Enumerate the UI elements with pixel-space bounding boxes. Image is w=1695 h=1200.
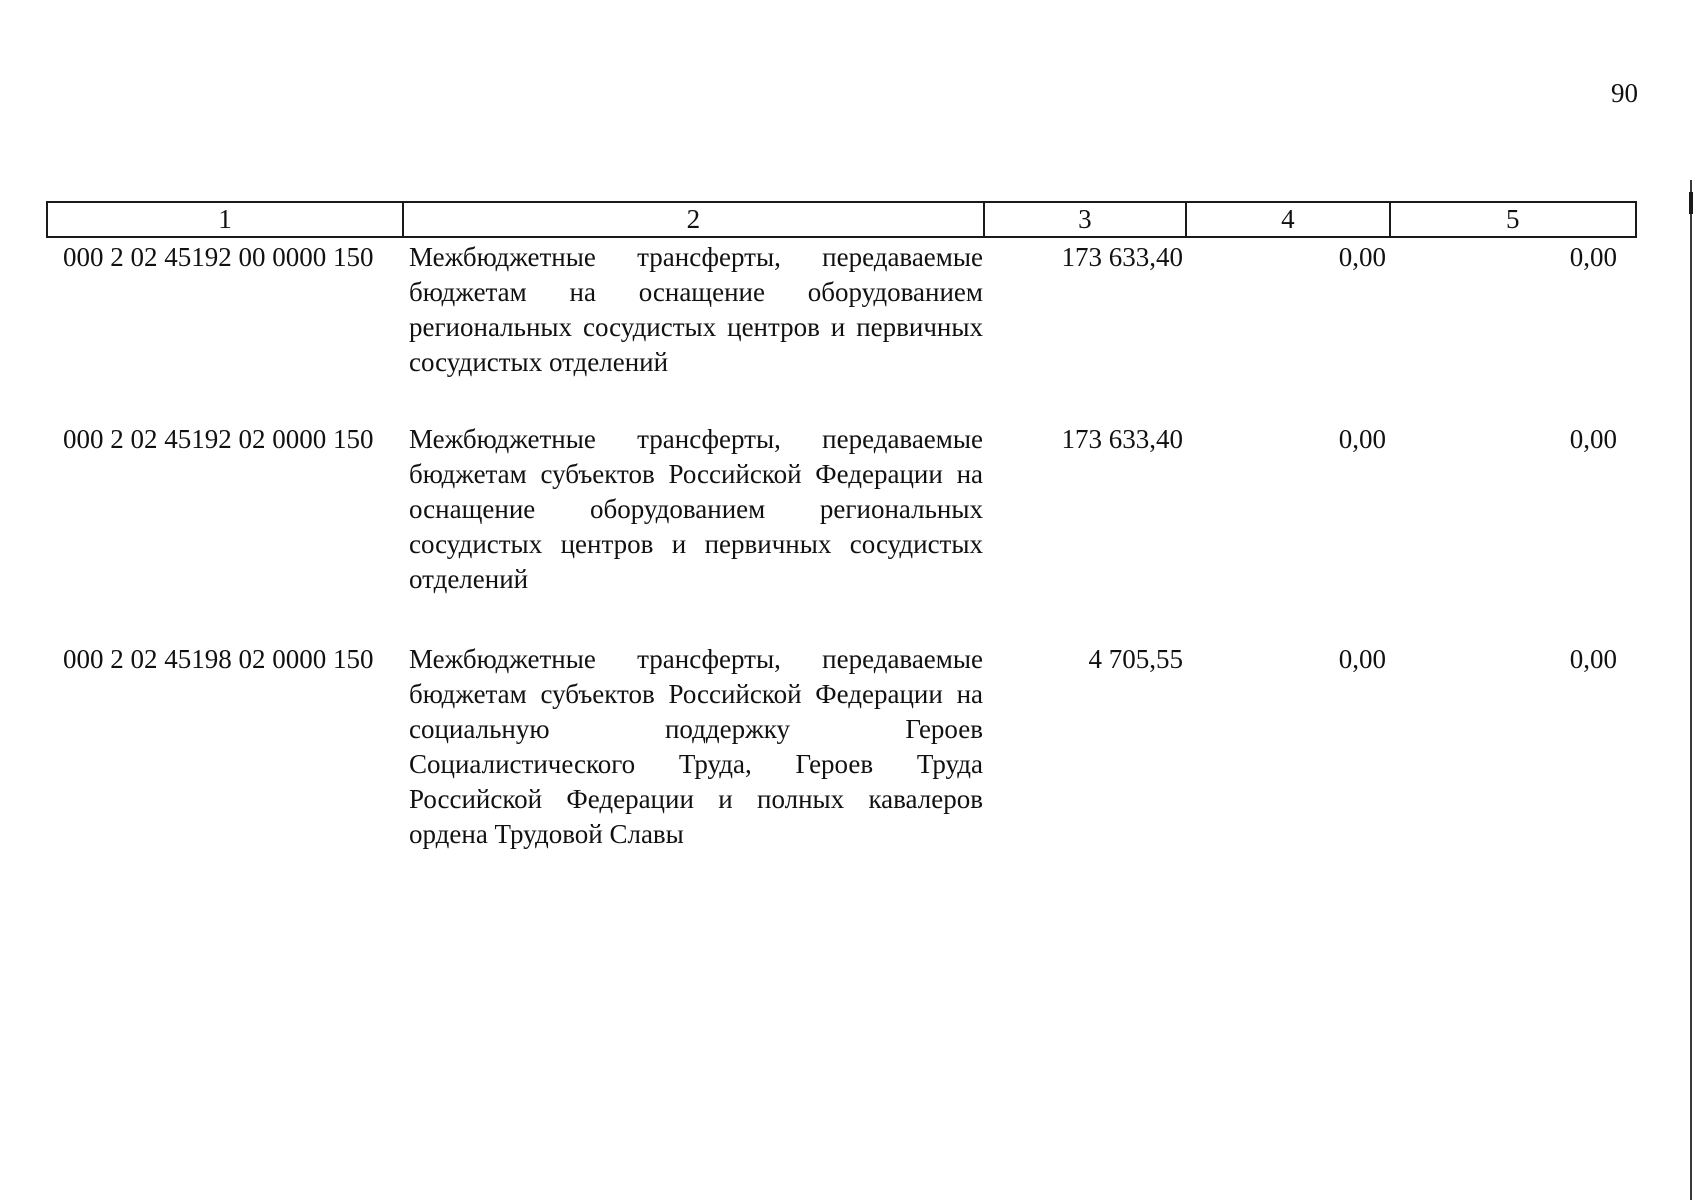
budget-code: 000 2 02 45192 02 0000 150 xyxy=(63,424,374,454)
amount-col-3: 4 705,55 xyxy=(1088,644,1183,674)
budget-description: Межбюджетные трансферты, передаваемые бюджетам на оснащение оборудованием региональных сосудистых центров и первичных сосудистых отделений xyxy=(409,242,983,377)
table-header-row xyxy=(46,201,1637,238)
table-header-cell-2: 2 xyxy=(404,203,985,236)
scan-edge-mark xyxy=(1689,192,1693,214)
table-header-cell-4: 4 xyxy=(1187,203,1390,236)
table-row xyxy=(46,422,1637,642)
budget-description: Межбюджетные трансферты, передаваемые бюджетам субъектов Российской Федерации на оснащение оборудованием региональных сосудистых центров и первичных сосудистых отделений xyxy=(409,424,983,594)
budget-description: Межбюджетные трансферты, передаваемые бюджетам субъектов Российской Федерации на социальную поддержку Героев Социалистического Труда, Героев Труда Российской Федерации и полных кавалеров ордена Трудовой Славы xyxy=(409,644,983,849)
amount-col-5: 0,00 xyxy=(1569,644,1617,674)
scan-edge-line xyxy=(1690,180,1692,1200)
amount-col-3: 173 633,40 xyxy=(1061,242,1183,272)
amount-col-4: 0,00 xyxy=(1338,424,1386,454)
amount-col-3: 173 633,40 xyxy=(1061,424,1183,454)
table-body xyxy=(46,240,1637,852)
amount-col-4: 0,00 xyxy=(1338,644,1386,674)
table-row xyxy=(46,240,1637,422)
budget-code: 000 2 02 45198 02 0000 150 xyxy=(63,644,374,674)
amount-col-4: 0,00 xyxy=(1338,242,1386,272)
table-row xyxy=(46,642,1637,852)
page-number: 90 xyxy=(1611,78,1638,108)
amount-col-5: 0,00 xyxy=(1569,242,1617,272)
amount-col-5: 0,00 xyxy=(1569,424,1617,454)
budget-code: 000 2 02 45192 00 0000 150 xyxy=(63,242,374,272)
table-header-cell-5: 5 xyxy=(1506,204,1520,234)
table-header-cell-1: 1 xyxy=(48,203,404,236)
table-header-cell-3: 3 xyxy=(985,203,1187,236)
